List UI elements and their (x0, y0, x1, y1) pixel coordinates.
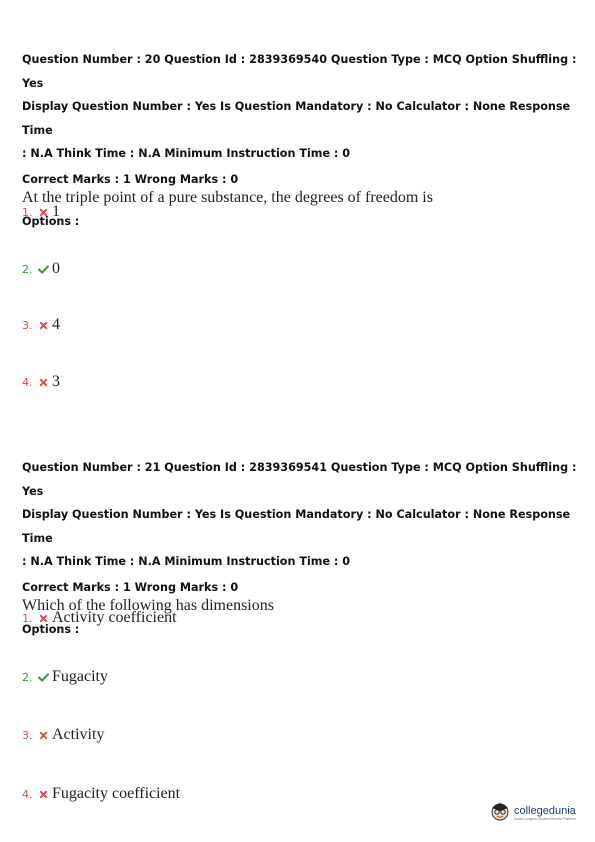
option-3[interactable] (22, 313, 60, 337)
option-2[interactable] (22, 665, 108, 689)
option-number: 4. (22, 787, 33, 801)
option-4[interactable] (22, 782, 180, 806)
option-3[interactable] (22, 723, 104, 747)
question-marks: Correct Marks : 1 Wrong Marks : 0 (22, 172, 239, 186)
cross-icon (36, 614, 50, 623)
option-1[interactable] (22, 200, 60, 224)
question-meta-line-3: : N.A Think Time : N.A Minimum Instruction Time : 0 (22, 147, 351, 161)
option-number: 3. (22, 728, 33, 742)
option-text: 4 (52, 316, 60, 333)
cross-icon (36, 208, 50, 217)
question-meta-line-3: : N.A Think Time : N.A Minimum Instruction Time : 0 (22, 555, 351, 569)
question-meta-line-1: Question Number : 20 Question Id : 2839369540 Question Type : MCQ Option Shuffling : Yes (22, 53, 577, 90)
question-meta-line-2: Display Question Number : Yes Is Question Mandatory : No Calculator : None Response Time (22, 508, 571, 545)
option-text: Activity (52, 726, 105, 743)
question-text: Which of the following has dimensions (22, 596, 274, 614)
options-label: Options : (22, 622, 80, 636)
option-number: 3. (22, 318, 33, 332)
option-1[interactable] (22, 606, 177, 630)
option-text: 0 (52, 260, 60, 277)
check-icon (36, 673, 50, 682)
mascot-icon (490, 800, 510, 826)
question-marks: Correct Marks : 1 Wrong Marks : 0 (22, 580, 239, 594)
option-number: 2. (22, 262, 33, 276)
option-text: Activity coefficient (52, 609, 177, 626)
option-number: 4. (22, 375, 33, 389)
question-20 (22, 48, 582, 230)
options-label: Options : (22, 214, 80, 228)
option-text: 3 (52, 373, 60, 390)
cross-icon (36, 378, 50, 387)
option-text: Fugacity (52, 668, 108, 685)
collegedunia-logo (490, 800, 576, 826)
cross-icon (36, 321, 50, 330)
option-text: 1 (52, 203, 60, 220)
option-number: 1. (22, 205, 33, 219)
option-text: Fugacity coefficient (52, 785, 181, 802)
question-text: At the triple point of a pure substance, the degrees of freedom is (22, 188, 433, 206)
cross-icon (36, 790, 50, 799)
option-2[interactable] (22, 257, 60, 281)
option-4[interactable] (22, 370, 60, 394)
option-number: 1. (22, 611, 33, 625)
cross-icon (36, 731, 50, 740)
question-meta-line-2: Display Question Number : Yes Is Question Mandatory : No Calculator : None Response Time (22, 100, 571, 137)
logo-tagline: India's Largest Student Review Platform (514, 816, 577, 821)
check-icon (36, 265, 50, 274)
option-number: 2. (22, 670, 33, 684)
question-meta-line-1: Question Number : 21 Question Id : 2839369541 Question Type : MCQ Option Shuffling : Yes (22, 461, 577, 498)
logo-name: collegedunia (514, 804, 576, 817)
